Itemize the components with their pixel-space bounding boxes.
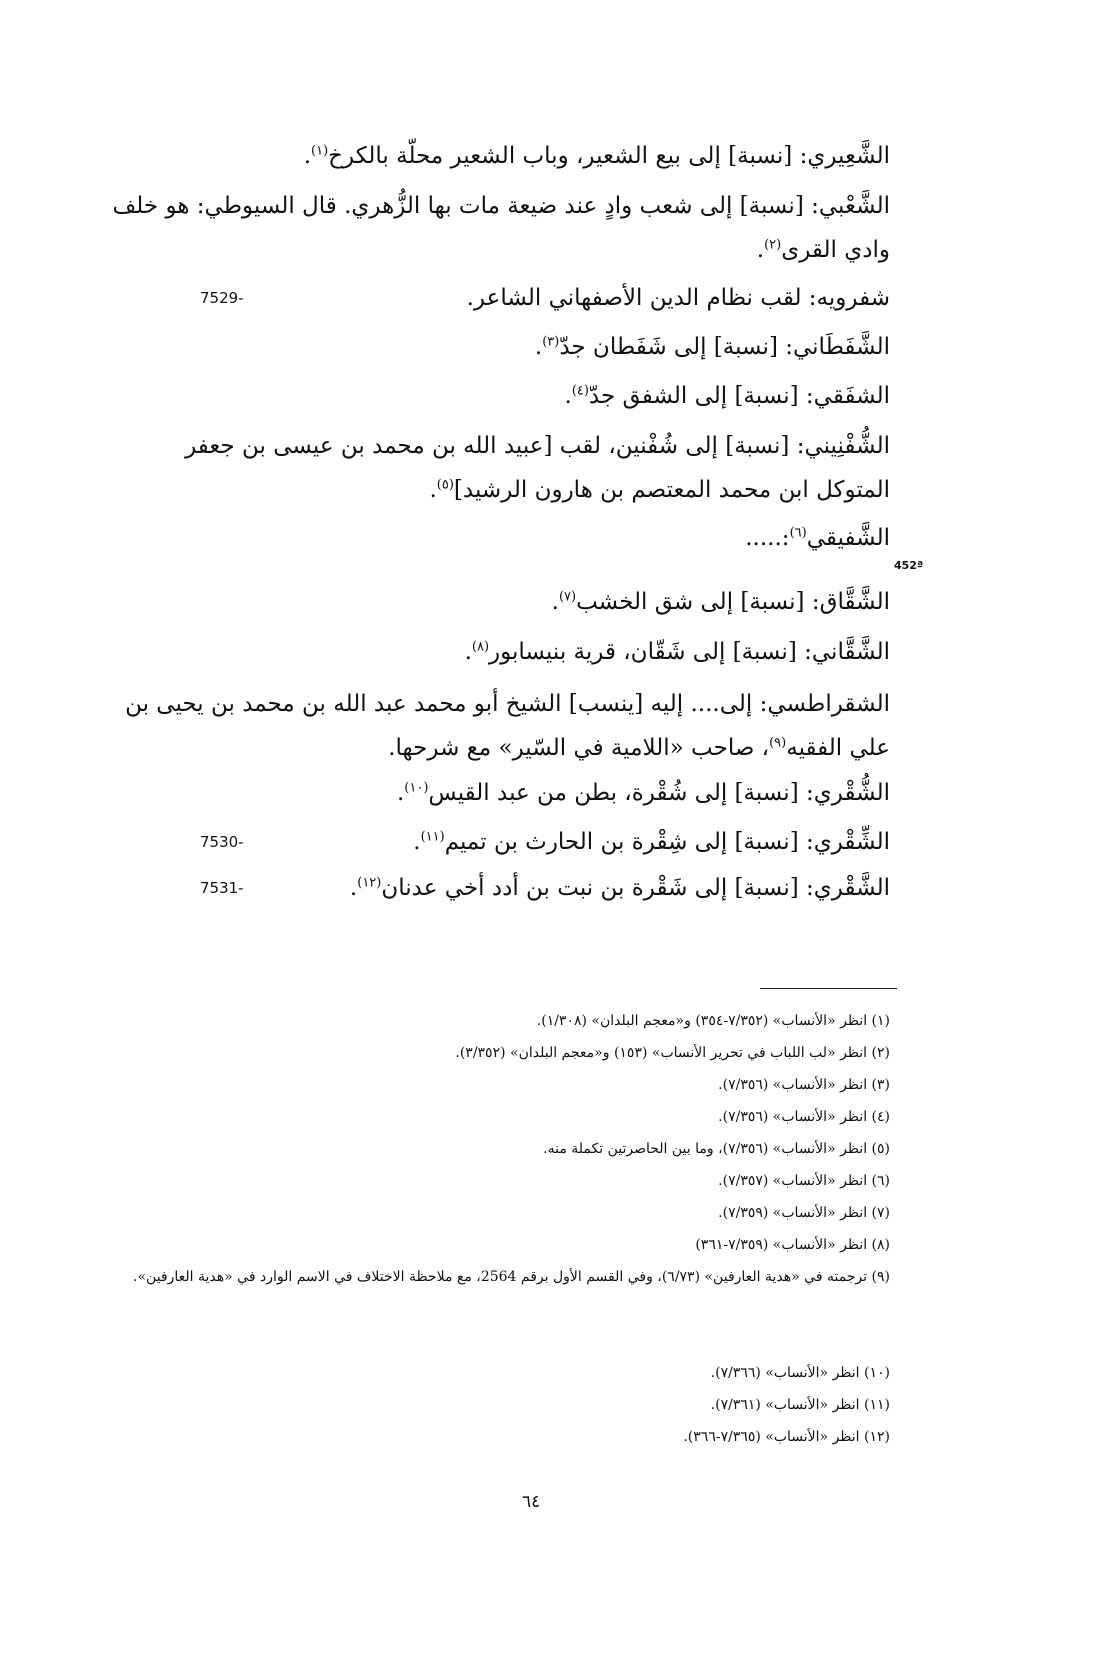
entry-text: الشَّقَّاق: [نسبة] إلى شق الخشب [576, 589, 890, 615]
footnote-ref: (٢) [764, 237, 782, 253]
entry-end: . [349, 875, 358, 901]
footnote: (٦) انظر «الأنساب» (٧/٣٥٧). [718, 1173, 890, 1189]
entry-end: . [564, 383, 572, 409]
entry-shiqri [413, 820, 890, 864]
footnote: (١١) انظر «الأنساب» (٧/٣٦١). [710, 1397, 890, 1413]
entry-shufnini [110, 424, 890, 512]
footnote: (٥) انظر «الأنساب» (٧/٣٥٦)، وما بين الحاصرتين تكملة منه. [543, 1141, 890, 1157]
folio-marker: 452ª [894, 559, 924, 572]
footnote-ref: (٨) [471, 639, 490, 655]
entry-end: . [413, 829, 421, 855]
entry-text: الشَّقَّاني: [نسبة] إلى شَقّان، قرية بنيسابور [489, 639, 890, 665]
footnote: (٨) انظر «الأنساب» (٧/٣٥٩-٣٦١) [695, 1237, 890, 1253]
footnote-ref: (٣) [542, 334, 560, 350]
footnote: (١) انظر «الأنساب» (٧/٣٥٢-٣٥٤) و«معجم البلدان» (١/٣٠٨). [536, 1013, 890, 1029]
footnote-ref: (٦) [789, 525, 807, 541]
entry-text: الشِّقْري: [نسبة] إلى شِقْرة بن الحارث بن تميم [444, 829, 890, 855]
entry-shafaqi [564, 374, 890, 418]
entry-text: الشُّقْري: [نسبة] إلى شُقْرة، بطن من عبد القيس [428, 780, 890, 806]
footnote: (٢) انظر «لب اللباب في تحرير الأنساب» (١٥٣) و«معجم البلدان» (٣/٣٥٢). [455, 1045, 890, 1061]
footnote-ref: (٥) [436, 477, 454, 493]
entry-end: ، صاحب «اللامية في السّير» مع شرحها. [388, 735, 770, 761]
entry-shuqri [397, 771, 890, 815]
entry-text: الشفَقي: [نسبة] إلى الشفق جدّ [588, 383, 890, 409]
entry-shaqri [350, 866, 890, 910]
entry-end: . [551, 589, 559, 615]
entry-number: 7531- [200, 879, 244, 897]
page-number: ٦٤ [522, 1492, 541, 1512]
entry-shafatani [535, 325, 890, 369]
entry-shafiqi [745, 516, 890, 560]
footnote-ref: (٤) [571, 383, 589, 399]
entry-end: . [303, 143, 312, 169]
footnote: (٩) ترجمته في «هدية العارفين» (٦/٧٣)، وفي القسم الأول برقم 2564، مع ملاحظة الاختلاف في الاسم الوارد في «هدية العارفين». [133, 1269, 890, 1285]
entry-text: شفرويه: لقب نظام الدين الأصفهاني الشاعر. [466, 285, 890, 311]
footnote-ref: (١٠) [404, 780, 429, 796]
footnote-separator [760, 988, 897, 989]
footnote-ref: (١٢) [357, 875, 382, 891]
entry-number: 7530- [200, 833, 244, 851]
entry-number: 7529- [200, 289, 244, 307]
entry-end: :..... [745, 525, 790, 551]
entry-text: الشُّفْنِيني: [نسبة] إلى شُفْنين، لقب [عبيد الله بن محمد بن عيسى بن جعفر المتوكل ابن محمد المعتصم بن هارون الرشيد] [185, 433, 890, 503]
entry-end: . [534, 334, 543, 360]
entry-end: . [429, 477, 437, 503]
footnote: (٤) انظر «الأنساب» (٧/٣٥٦). [718, 1109, 890, 1125]
footnote-ref: (١) [311, 143, 329, 159]
entry-text: الشَّعِيري: [نسبة] إلى بيع الشعير، وباب الشعير محلّة بالكرخ [328, 143, 890, 169]
entry-shaqqani [465, 630, 890, 674]
footnote: (٣) انظر «الأنساب» (٧/٣٥٦). [718, 1077, 890, 1093]
entry-text: الشَّعْبي: [نسبة] إلى شعب وادٍ عند ضيعة مات بها الزُّهري. قال السيوطي: هو خلف وادي القرى [112, 193, 890, 263]
footnote-ref: (١١) [420, 829, 445, 845]
entry-text: الشَّفَطَاني: [نسبة] إلى شَفَطان جدّ [559, 334, 890, 360]
footnote-ref: (٩) [769, 735, 787, 751]
entry-shairi [304, 134, 890, 178]
entry-text: الشَّفيقي [806, 525, 890, 551]
footnote: (١٢) انظر «الأنساب» (٧/٣٦٥-٣٦٦). [683, 1429, 890, 1445]
entry-end: . [396, 780, 405, 806]
entry-end: . [756, 237, 765, 263]
footnote: (٧) انظر «الأنساب» (٧/٣٥٩). [718, 1205, 890, 1221]
footnote-ref: (٧) [558, 589, 577, 605]
entry-shabi [110, 184, 890, 272]
footnote: (١٠) انظر «الأنساب» (٧/٣٦٦). [710, 1365, 890, 1381]
entry-text: الشَّقْري: [نسبة] إلى شَقْرة بن نبت بن أدد أخي عدنان [381, 875, 890, 901]
entry-shaqratisi [110, 682, 890, 770]
entry-shafruyah [467, 276, 890, 320]
entry-end: . [464, 639, 472, 665]
entry-shaqqaq [552, 580, 890, 624]
entry-text: الشقراطسي: إلى.... إليه [ينسب] الشيخ أبو محمد عبد الله بن محمد بن يحيى بن علي الفقيه [125, 691, 890, 761]
